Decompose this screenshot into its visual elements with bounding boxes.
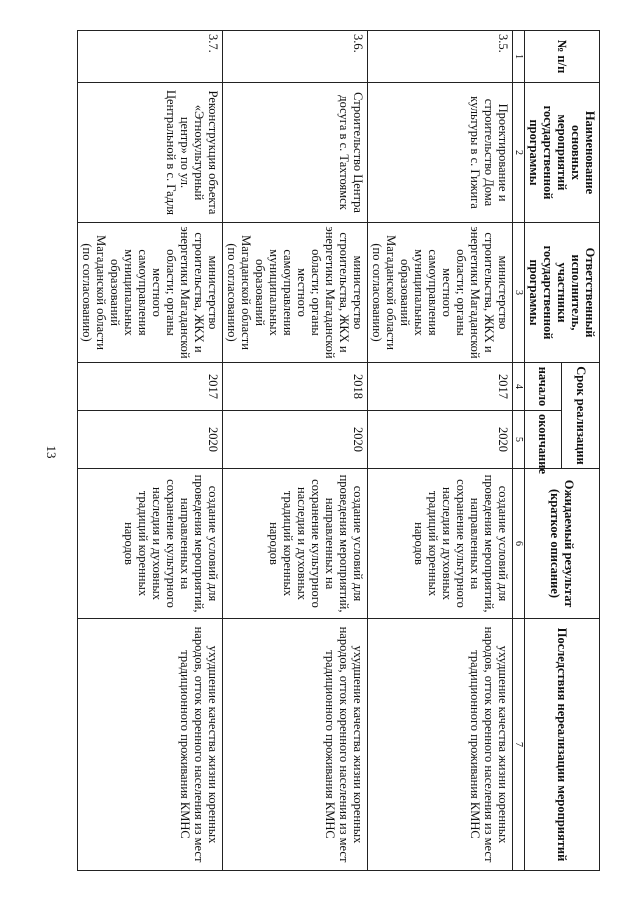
table-row	[78, 31, 223, 871]
page-number: 13	[44, 445, 59, 459]
column-number: 1	[513, 31, 525, 83]
executor: министерство строительства, ЖКХ и энергетики Магаданской области; органы местного самоуправления муниципальных образований Магаданской области (по согласованию)	[223, 223, 368, 363]
header-name: Наименование основных мероприятий государственной программы	[525, 83, 600, 223]
column-number: 6	[513, 469, 525, 619]
end-year: 2020	[78, 411, 223, 469]
consequences: ухудшение качества жизни коренных народов, отток коренного населения из мест традиционного проживания КМНС	[223, 619, 368, 871]
consequences: ухудшение качества жизни коренных народов, отток коренного населения из мест традиционного проживания КМНС	[78, 619, 223, 871]
start-year: 2017	[368, 363, 513, 411]
table-row	[368, 31, 513, 871]
header-num: № п/п	[525, 31, 600, 83]
header-result: Ожидаемый результат (краткое описание)	[525, 469, 600, 619]
program-measures-table	[77, 30, 600, 871]
column-number: 7	[513, 619, 525, 871]
header-period: Срок реализации	[562, 363, 600, 469]
executor: министерство строительства, ЖКХ и энергетики Магаданской области; органы местного самоуправления муниципальных образований Магаданской области (по согласованию)	[368, 223, 513, 363]
header-end: окончание	[525, 411, 563, 469]
header-start: начало	[525, 363, 563, 411]
header-executor: Ответственный исполнитель, участники государственной программы	[525, 223, 600, 363]
row-number: 3.6.	[223, 31, 368, 83]
end-year: 2020	[223, 411, 368, 469]
consequences: ухудшение качества жизни коренных народов, отток коренного населения из мест традиционного проживания КМНС	[368, 619, 513, 871]
measure-name: Проектирование и строительство Дома культуры в с. Гижига	[368, 83, 513, 223]
column-number: 5	[513, 411, 525, 469]
end-year: 2020	[368, 411, 513, 469]
column-number: 2	[513, 83, 525, 223]
column-number: 4	[513, 363, 525, 411]
table-row	[223, 31, 368, 871]
column-number: 3	[513, 223, 525, 363]
start-year: 2018	[223, 363, 368, 411]
executor: министерство строительства, ЖКХ и энергетики Магаданской области; органы местного самоуправления муниципальных образований Магаданской области (по согласованию)	[78, 223, 223, 363]
rotated-table-wrapper	[75, 30, 600, 870]
header-row	[562, 31, 600, 871]
expected-result: создание условий для проведения мероприятий, направленных на сохранение культурного наследия и духовных традиций коренных народов	[368, 469, 513, 619]
measure-name: Строительство Центра досуга в с. Тахтоямск	[223, 83, 368, 223]
start-year: 2017	[78, 363, 223, 411]
measure-name: Реконструкция объекта «Этнокультурный центр» по ул. Центральной в с. Гадля	[78, 83, 223, 223]
expected-result: создание условий для проведения мероприятий, направленных на сохранение культурного наследия и духовных традиций коренных народов	[223, 469, 368, 619]
row-number: 3.5.	[368, 31, 513, 83]
column-number-row	[513, 31, 525, 871]
expected-result: создание условий для проведения мероприятий, направленных на сохранение культурного наследия и духовных традиций коренных народов	[78, 469, 223, 619]
row-number: 3.7.	[78, 31, 223, 83]
header-consequences: Последствия нереализации мероприятий	[525, 619, 600, 871]
